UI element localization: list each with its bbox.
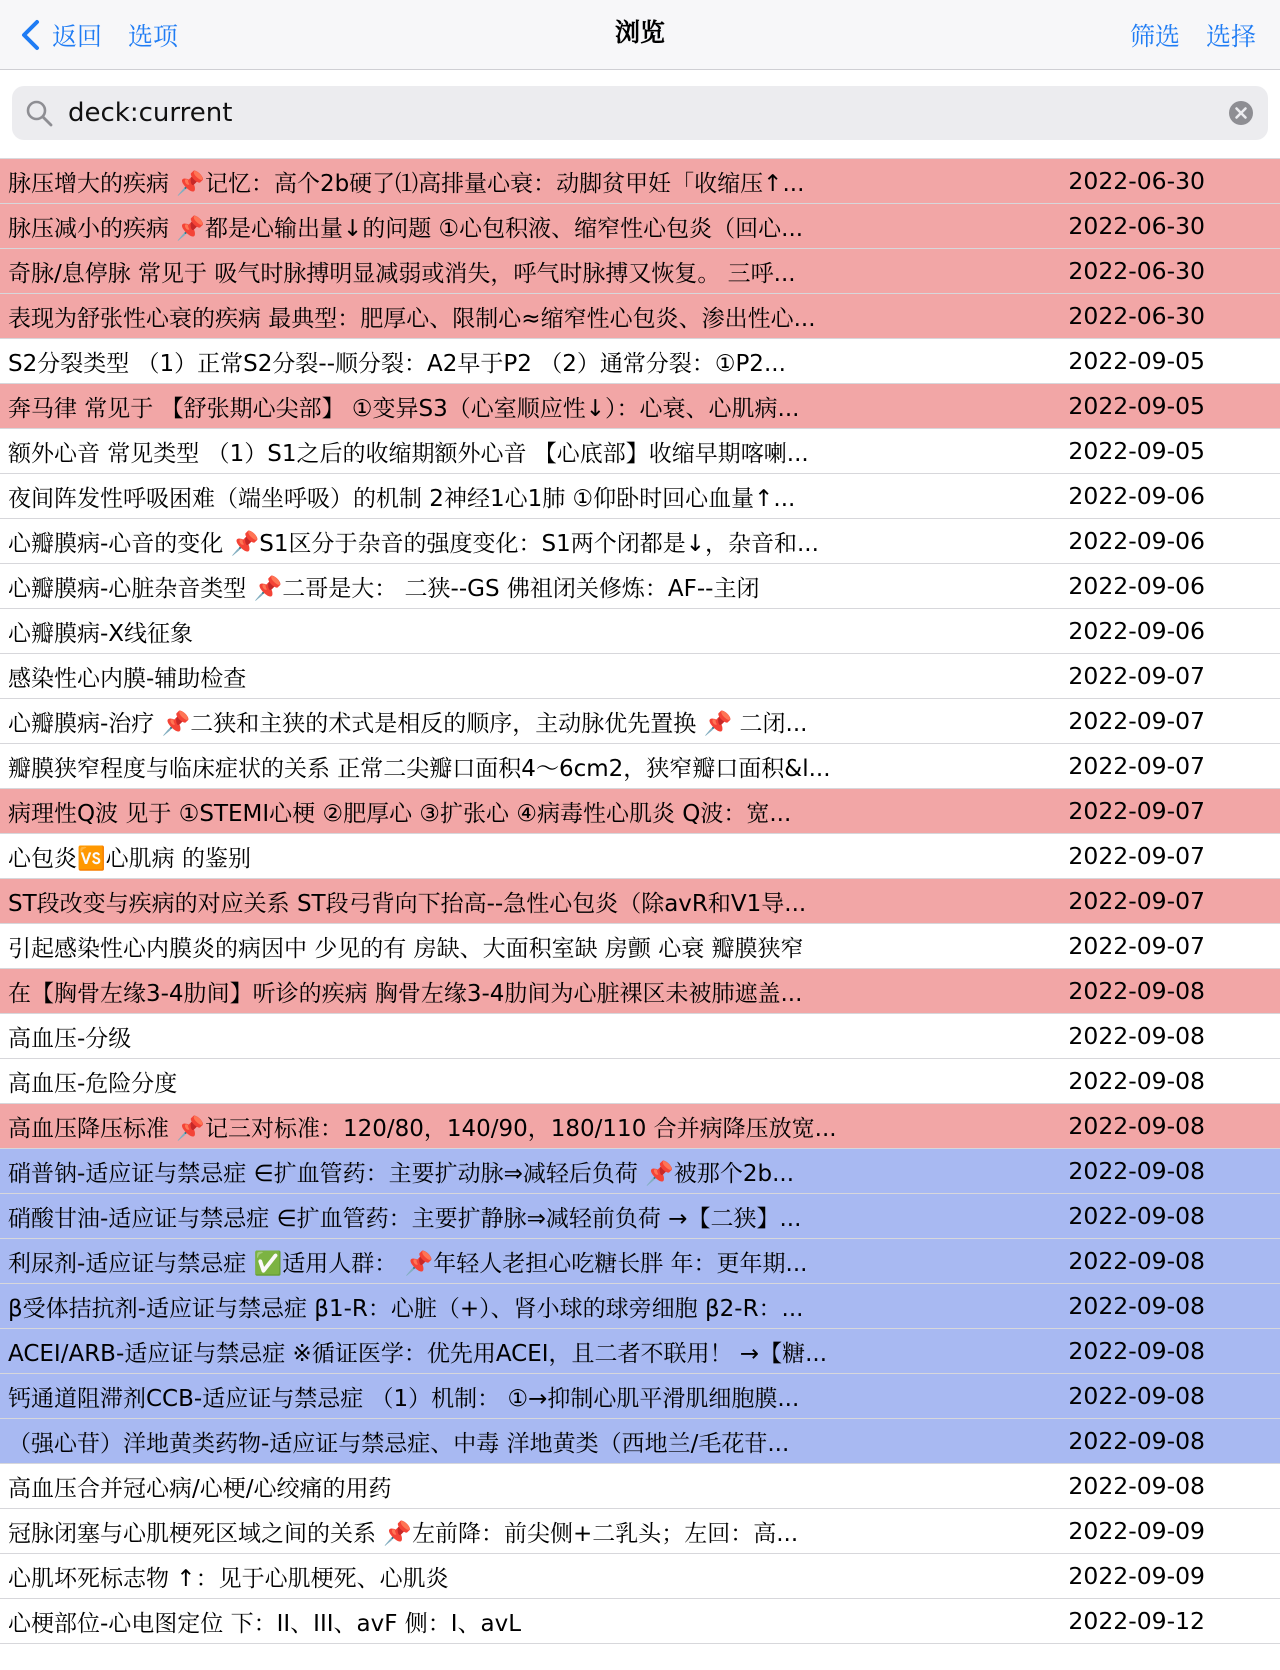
table-row[interactable] [0,1554,1280,1599]
search-bar[interactable] [12,86,1268,140]
table-row[interactable] [0,1239,1280,1284]
row-sort-field: 瓣膜狭窄程度与临床症状的关系 正常二尖瓣口面积4～6cm2，狭窄瓣口面积&l... [8,755,831,782]
table-row[interactable] [0,924,1280,969]
filter-button[interactable]: 筛选 [1129,22,1180,51]
row-date: 2022-09-06 [1068,572,1205,600]
row-date: 2022-09-08 [1068,1337,1205,1365]
row-sort-field: 利尿剂-适应证与禁忌症 ✅适用人群： 📌年轻人老担心吃糖长胖 年：更年期... [8,1250,808,1277]
row-sort-field: 心瓣膜病-心脏杂音类型 📌二哥是大： 二狭--GS 佛祖闭关修炼：AF--主闭 [8,575,760,602]
row-sort-field: 硝普钠-适应证与禁忌症 ∈扩血管药：主要扩动脉⇒减轻后负荷 📌被那个2b... [8,1160,795,1187]
row-sort-field: 感染性心内膜-辅助检查 [8,665,247,692]
table-row[interactable] [0,1509,1280,1554]
row-sort-field: 硝酸甘油-适应证与禁忌症 ∈扩血管药：主要扩静脉⇒减轻前负荷 →【二狭】... [8,1205,802,1232]
clear-icon[interactable] [1228,100,1254,126]
back-button[interactable] [18,17,102,53]
row-date: 2022-09-07 [1068,707,1205,735]
row-date: 2022-09-09 [1068,1562,1205,1590]
row-date: 2022-09-05 [1068,392,1205,420]
table-row[interactable] [0,1194,1280,1239]
row-sort-field: 高血压-危险分度 [8,1070,178,1097]
row-sort-field: 心瓣膜病-X线征象 [8,620,194,647]
table-row[interactable] [0,384,1280,429]
row-sort-field: 高血压降压标准 📌记三对标准：120/80，140/90，180/110 合并病降压放宽... [8,1115,837,1142]
card-list [0,158,1280,1644]
row-sort-field: β受体拮抗剂-适应证与禁忌症 β1-R：心脏（+）、肾小球的球旁细胞 β2-R：... [8,1295,804,1322]
table-row[interactable] [0,609,1280,654]
table-row[interactable] [0,1014,1280,1059]
row-date: 2022-09-08 [1068,1202,1205,1230]
row-date: 2022-06-30 [1068,212,1205,240]
row-date: 2022-09-08 [1068,1247,1205,1275]
row-date: 2022-09-07 [1068,797,1205,825]
row-date: 2022-09-07 [1068,752,1205,780]
page-title: 浏览 [614,18,665,47]
table-row[interactable] [0,969,1280,1014]
search-input[interactable] [66,97,1228,129]
row-sort-field: 奔马律 常见于 【舒张期心尖部】 ①变异S3（心室顺应性↓）：心衰、心肌病... [8,395,800,422]
row-date: 2022-09-07 [1068,932,1205,960]
row-sort-field: ACEI/ARB-适应证与禁忌症 ※循证医学：优先用ACEI，且二者不联用！ →【糖... [8,1340,828,1367]
row-sort-field: ST段改变与疾病的对应关系 ST段弓背向下抬高--急性心包炎（除avR和V1导... [8,890,807,917]
table-row[interactable] [0,249,1280,294]
navigation-bar [0,0,1280,70]
table-row[interactable] [0,1104,1280,1149]
table-row[interactable] [0,294,1280,339]
row-sort-field: S2分裂类型 （1）正常S2分裂--顺分裂：A2早于P2 （2）通常分裂：①P2... [8,350,786,377]
row-sort-field: 病理性Q波 见于 ①STEMI心梗 ②肥厚心 ③扩张心 ④病毒性心肌炎 Q波：宽... [8,800,792,827]
table-row[interactable] [0,699,1280,744]
row-sort-field: 心瓣膜病-治疗 📌二狭和主狭的术式是相反的顺序，主动脉优先置换 📌 二闭... [8,710,808,737]
nav-right-group [1130,0,1256,70]
table-row[interactable] [0,834,1280,879]
table-row[interactable] [0,339,1280,384]
row-date: 2022-09-08 [1068,1292,1205,1320]
row-sort-field: 心梗部位-心电图定位 下：II、III、avF 侧：I、avL [8,1610,522,1637]
row-date: 2022-09-05 [1068,347,1205,375]
row-sort-field: （强心苷）洋地黄类药物-适应证与禁忌症、中毒 洋地黄类（西地兰/毛花苷... [8,1430,790,1457]
row-date: 2022-09-06 [1068,482,1205,510]
row-sort-field: 高血压-分级 [8,1025,132,1052]
row-sort-field: 奇脉/息停脉 常见于 吸气时脉搏明显减弱或消失，呼气时脉搏又恢复。 三呼... [8,260,796,287]
row-date: 2022-06-30 [1068,302,1205,330]
row-sort-field: 引起感染性心内膜炎的病因中 少见的有 房缺、大面积室缺 房颤 心衰 瓣膜狭窄 [8,935,804,962]
select-button[interactable]: 选择 [1205,22,1256,51]
table-row[interactable] [0,1059,1280,1104]
search-icon [24,98,54,128]
search-bar-container [0,70,1280,158]
table-row[interactable] [0,789,1280,834]
row-sort-field: 心包炎🆚心肌病 的鉴别 [8,845,251,872]
table-row[interactable] [0,204,1280,249]
row-date: 2022-09-08 [1068,1157,1205,1185]
row-date: 2022-09-08 [1068,1472,1205,1500]
row-sort-field: 冠脉闭塞与心肌梗死区域之间的关系 📌左前降：前尖侧+二乳头；左回：高... [8,1520,799,1547]
row-sort-field: 额外心音 常见类型 （1）S1之后的收缩期额外心音 【心底部】收缩早期喀喇... [8,440,809,467]
table-row[interactable] [0,1599,1280,1644]
row-sort-field: 心肌坏死标志物 ↑：见于心肌梗死、心肌炎 [8,1565,449,1592]
table-row[interactable] [0,519,1280,564]
row-date: 2022-09-12 [1068,1607,1205,1635]
row-date: 2022-09-08 [1068,1022,1205,1050]
table-row[interactable] [0,1329,1280,1374]
row-sort-field: 在【胸骨左缘3-4肋间】听诊的疾病 胸骨左缘3-4肋间为心脏裸区未被肺遮盖... [8,980,803,1007]
nav-left-group [18,0,178,70]
table-row[interactable] [0,1149,1280,1194]
row-sort-field: 脉压减小的疾病 📌都是心输出量↓的问题 ①心包积液、缩窄性心包炎（回心... [8,215,804,242]
row-sort-field: 表现为舒张性心衰的疾病 最典型：肥厚心、限制心≈缩窄性心包炎、渗出性心... [8,305,816,332]
table-row[interactable] [0,429,1280,474]
row-date: 2022-06-30 [1068,167,1205,195]
row-date: 2022-09-08 [1068,1427,1205,1455]
row-sort-field: 夜间阵发性呼吸困难（端坐呼吸）的机制 2神经1心1肺 ①仰卧时回心血量↑... [8,485,796,512]
row-date: 2022-09-08 [1068,1382,1205,1410]
row-date: 2022-09-07 [1068,662,1205,690]
row-date: 2022-09-07 [1068,842,1205,870]
table-row[interactable] [0,879,1280,924]
row-date: 2022-06-30 [1068,257,1205,285]
table-row[interactable] [0,744,1280,789]
row-sort-field: 高血压合并冠心病/心梗/心绞痛的用药 [8,1475,392,1502]
row-date: 2022-09-05 [1068,437,1205,465]
row-date: 2022-09-06 [1068,527,1205,555]
table-row[interactable] [0,654,1280,699]
table-row[interactable] [0,1284,1280,1329]
table-row[interactable] [0,1419,1280,1464]
table-row[interactable] [0,159,1280,204]
table-row[interactable] [0,474,1280,519]
row-sort-field: 脉压增大的疾病 📌记忆：高个2b硬了⑴高排量心衰：动脚贫甲妊「收缩压↑... [8,170,805,197]
back-label: 返回 [52,22,103,51]
table-row[interactable] [0,1374,1280,1419]
row-date: 2022-09-08 [1068,1067,1205,1095]
row-date: 2022-09-09 [1068,1517,1205,1545]
table-row[interactable] [0,564,1280,609]
table-row[interactable] [0,1464,1280,1509]
row-date: 2022-09-07 [1068,887,1205,915]
row-sort-field: 心瓣膜病-心音的变化 📌S1区分于杂音的强度变化：S1两个闭都是↓，杂音和... [8,530,819,557]
chevron-left-icon [18,19,44,51]
row-date: 2022-09-06 [1068,617,1205,645]
options-button[interactable]: 选项 [128,22,179,51]
row-sort-field: 钙通道阻滞剂CCB-适应证与禁忌症 （1）机制： ①→抑制心肌平滑肌细胞膜... [8,1385,800,1412]
row-date: 2022-09-08 [1068,977,1205,1005]
row-date: 2022-09-08 [1068,1112,1205,1140]
